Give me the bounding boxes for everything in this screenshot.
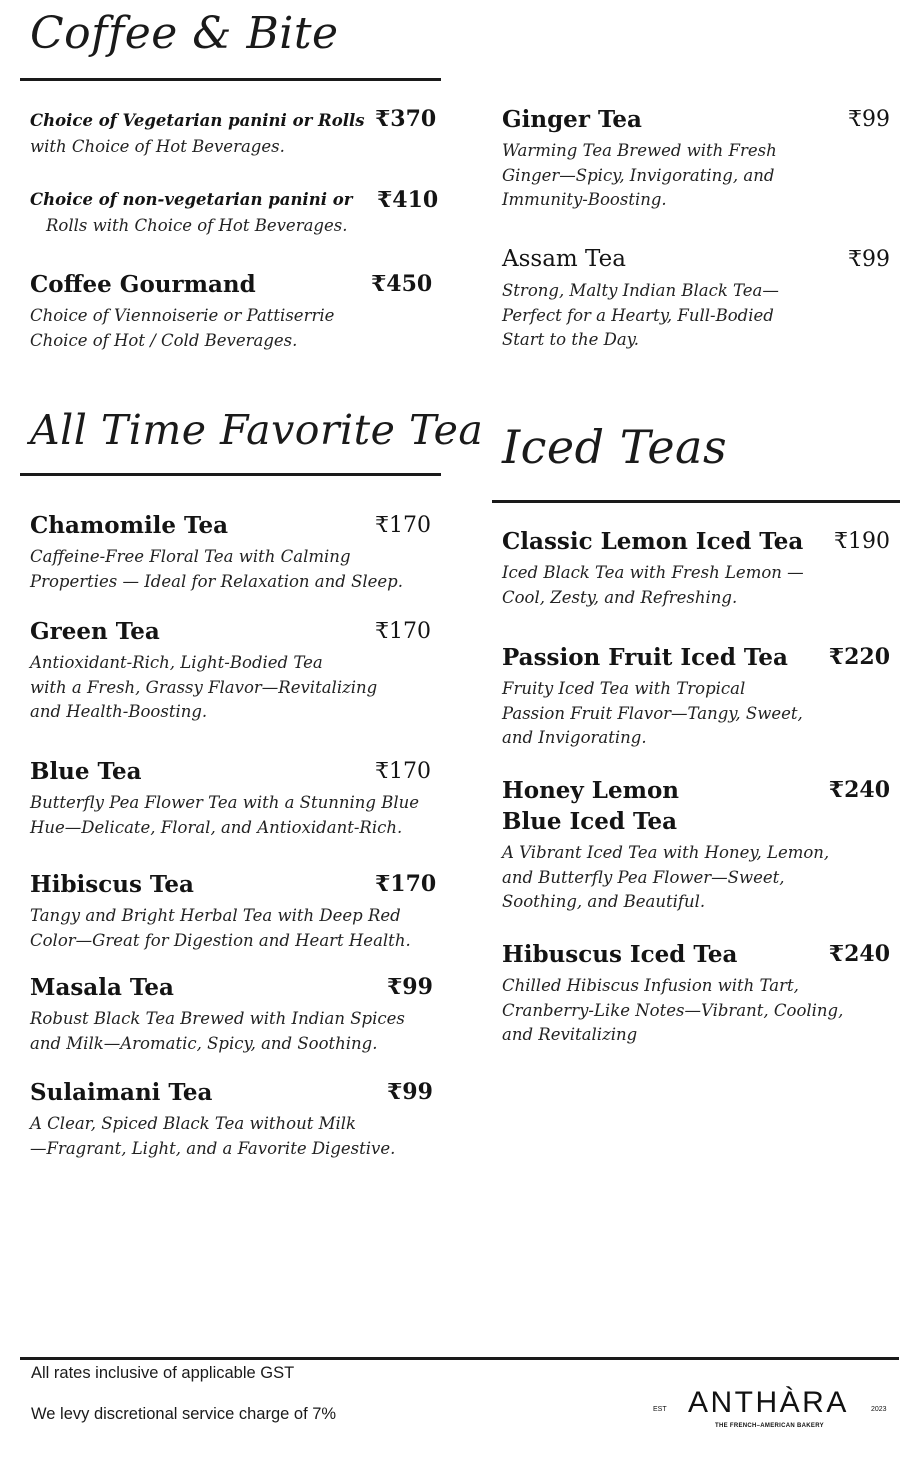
item-name: Ginger Tea xyxy=(502,106,642,133)
menu-item xyxy=(502,244,890,353)
item-name: Honey Lemon Blue Iced Tea xyxy=(502,777,680,835)
menu-item xyxy=(30,756,430,840)
section-rule xyxy=(20,78,441,81)
item-description: Chilled Hibiscus Infusion with Tart, Cranberry-Like Notes—Vibrant, Cooling, and Revitalizing xyxy=(502,976,844,1044)
item-name: Choice of non-vegetarian panini or xyxy=(30,190,353,209)
section-title-coffee-bite: Coffee & Bite xyxy=(30,8,339,59)
menu-item xyxy=(502,939,890,1048)
service-charge-note: We levy discretional service charge of 7% xyxy=(31,1405,337,1423)
menu-item xyxy=(30,1077,433,1161)
item-price: ₹99 xyxy=(848,247,890,272)
item-description: A Vibrant Iced Tea with Honey, Lemon, and Butterfly Pea Flower—Sweet, Soothing, and Beautiful. xyxy=(502,843,830,911)
item-name: Hibuscus Iced Tea xyxy=(502,941,738,968)
item-description: Iced Black Tea with Fresh Lemon — Cool, Zesty, and Refreshing. xyxy=(502,563,804,607)
item-name: Hibiscus Tea xyxy=(30,871,194,898)
item-description: Robust Black Tea Brewed with Indian Spices and Milk—Aromatic, Spicy, and Soothing. xyxy=(30,1009,405,1053)
menu-item xyxy=(30,972,433,1056)
item-price: ₹240 xyxy=(828,777,890,803)
section-title-all-time-tea: All Time Favorite Tea xyxy=(30,406,484,454)
item-price: ₹99 xyxy=(387,1079,433,1105)
item-description: Caffeine-Free Floral Tea with Calming Properties — Ideal for Relaxation and Sleep. xyxy=(30,547,403,591)
item-name: Blue Tea xyxy=(30,758,142,785)
item-price: ₹170 xyxy=(375,513,431,538)
brand-tagline: THE FRENCH–AMERICAN BAKERY xyxy=(715,1423,824,1429)
item-price: ₹240 xyxy=(828,941,890,967)
item-price: ₹370 xyxy=(375,106,437,132)
item-description: Fruity Iced Tea with Tropical Passion Fruit Flavor—Tangy, Sweet, and Invigorating. xyxy=(502,679,803,747)
item-price: ₹170 xyxy=(375,759,431,784)
item-description: Choice of Viennoiserie or Pattiserrie Choice of Hot / Cold Beverages. xyxy=(30,306,335,350)
item-description: Antioxidant-Rich, Light-Bodied Tea with a Fresh, Grassy Flavor—Revitalizing and Health-Boosting. xyxy=(30,653,378,721)
brand-logo xyxy=(650,1386,890,1434)
item-price: ₹170 xyxy=(375,871,437,897)
item-description: Butterfly Pea Flower Tea with a Stunning Blue Hue—Delicate, Floral, and Antioxidant-Rich. xyxy=(30,793,419,837)
item-description: Rolls with Choice of Hot Beverages. xyxy=(46,216,348,235)
gst-note: All rates inclusive of applicable GST xyxy=(31,1364,295,1382)
item-price: ₹410 xyxy=(377,187,439,213)
item-name: Choice of Vegetarian panini or Rolls xyxy=(30,111,365,130)
brand-est-label: EST xyxy=(653,1406,667,1413)
item-name: Sulaimani Tea xyxy=(30,1079,213,1106)
menu-item xyxy=(502,526,890,610)
menu-item xyxy=(30,106,437,160)
item-name: Classic Lemon Iced Tea xyxy=(502,528,804,555)
brand-year-label: 2023 xyxy=(871,1406,887,1413)
item-price: ₹190 xyxy=(834,529,890,554)
item-name: Passion Fruit Iced Tea xyxy=(502,644,788,671)
menu-item xyxy=(30,869,437,953)
item-name: Chamomile Tea xyxy=(30,512,229,539)
menu-item xyxy=(30,616,430,725)
menu-item xyxy=(502,104,890,213)
menu-item xyxy=(30,269,433,353)
footer-rule xyxy=(20,1357,899,1360)
item-name: Assam Tea xyxy=(502,246,626,272)
item-description: A Clear, Spiced Black Tea without Milk —Fragrant, Light, and a Favorite Digestive. xyxy=(30,1114,396,1158)
item-description: Strong, Malty Indian Black Tea— Perfect for a Hearty, Full-Bodied Start to the Day. xyxy=(502,281,779,349)
item-description: Tangy and Bright Herbal Tea with Deep Red Color—Great for Digestion and Heart Health. xyxy=(30,906,411,950)
item-description: with Choice of Hot Beverages. xyxy=(30,137,285,156)
section-rule xyxy=(20,473,441,476)
item-price: ₹99 xyxy=(848,107,890,132)
menu-item xyxy=(502,775,890,915)
item-price: ₹450 xyxy=(371,271,433,297)
item-price: ₹170 xyxy=(375,619,431,644)
item-name: Masala Tea xyxy=(30,974,174,1001)
item-name: Coffee Gourmand xyxy=(30,271,256,298)
item-price: ₹99 xyxy=(387,974,433,1000)
item-description: Warming Tea Brewed with Fresh Ginger—Spicy, Invigorating, and Immunity-Boosting. xyxy=(502,141,777,209)
menu-item xyxy=(502,642,890,751)
menu-item xyxy=(30,510,430,594)
brand-name: ANTHÀRA xyxy=(688,1386,849,1419)
section-rule xyxy=(492,500,900,503)
menu-item xyxy=(30,187,439,239)
item-name: Green Tea xyxy=(30,618,160,645)
section-title-iced-teas: Iced Teas xyxy=(502,420,728,474)
item-price: ₹220 xyxy=(828,644,890,670)
